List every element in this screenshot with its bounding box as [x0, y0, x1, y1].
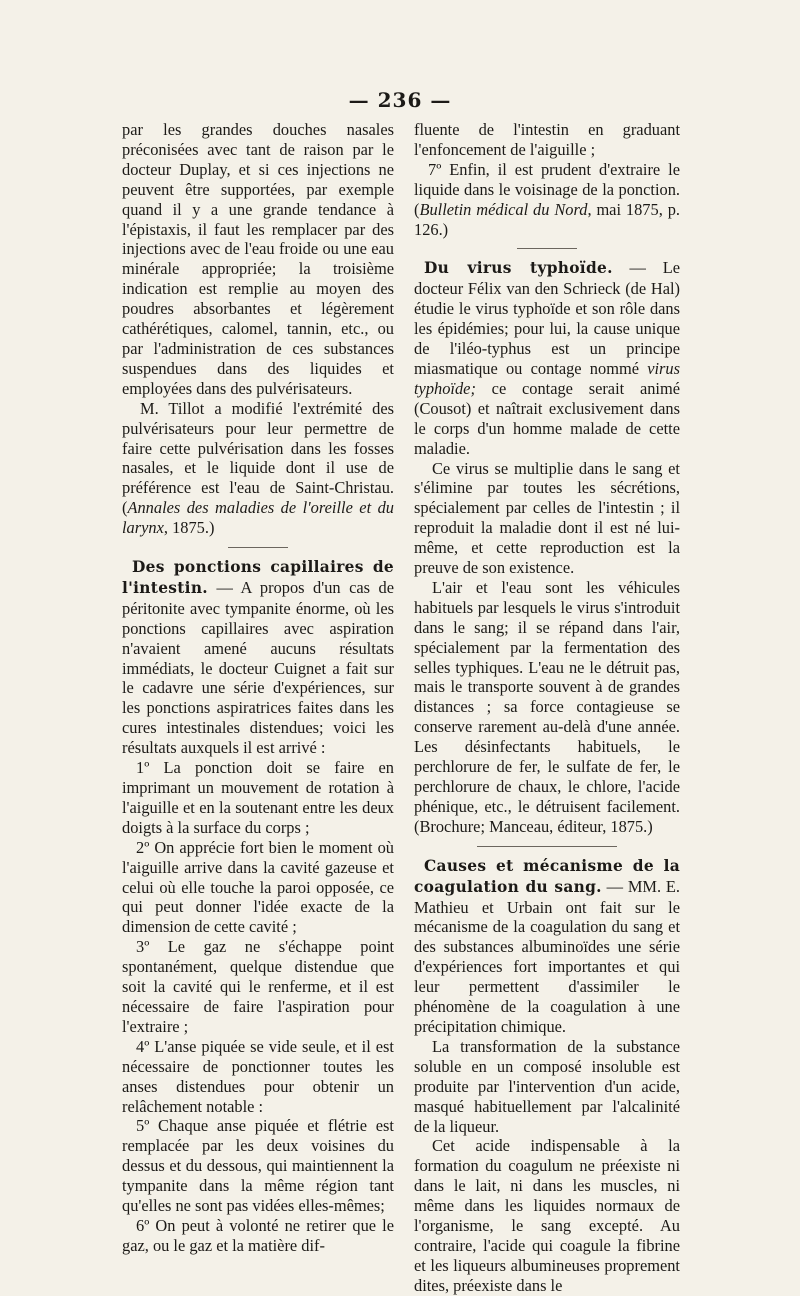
paragraph-text: , 1875.) [163, 518, 215, 538]
separator [228, 547, 288, 548]
article-paragraph [414, 856, 680, 1037]
paragraph-text: M. Tillot a modifié l'extrémité des pulvérisateurs pour leur permettre de faire cette pulvérisation dans les fosses nasales, et le liquide dont il use de préférence est l'eau de Saint-Christau. ( [122, 398, 394, 518]
paragraph-text: — MM. E. Mathieu et Urbain ont fait sur le mécanisme de la coagulation du sang et des substances albuminoïdes une série d'expériences fort importantes et qui leur permettent d'assimiler le phénomène de la coagulation à une précipitation chimique. [414, 876, 680, 1036]
list-item: 3º Le gaz ne s'échappe point spontanément, quelque distendue que soit la cavité qui le renferme, et il est nécessaire de faire l'aspiration pour l'extraire ; [122, 937, 394, 1036]
page-number: — 236 — [348, 88, 452, 112]
article-title: Causes et mécanisme de la coagulation du sang. [414, 856, 680, 896]
list-item: 1º La ponction doit se faire en imprimant un mouvement de rotation à l'aiguille et en la soutenant entre les deux doigts à la surface du corps ; [122, 758, 394, 837]
separator [477, 846, 617, 847]
citation: Bulletin médical du Nord [419, 199, 588, 219]
list-item: 2º On apprécie fort bien le moment où l'aiguille arrive dans la cavité gazeuse et celui où elle touche la paroi opposée, ce qui peut donner l'idée exacte de la dimension de cette cavité ; [122, 837, 394, 937]
citation: virus typhoïde; [414, 358, 680, 398]
list-item [414, 160, 680, 240]
paragraph: L'air et l'eau sont les véhicules habituels par lesquels le virus s'introduit dans le sang; il se répand dans l'air, spécialement par la fermentation des selles typhiques. L'eau ne le détruit pas, mais le transporte souvent à de grandes distances ; sa force contagieuse se conserve rarement au-delà d'une année. Les désinfectants habituels, le perchlorure de fer, le sulfate de fer, le perchlorure de chaux, le chlore, l'acide phénique, etc., le détruisent facilement. (Brochure; Manceau, éditeur, 1875.) [414, 577, 680, 836]
paragraph-text: — Le docteur Félix van den Schrieck (de Hal) étudie le virus typhoïde et son rôle dans les épidémies; pour lui, la cause unique de l'iléo-typhus est un principe miasmatique ou contage nommé [414, 258, 680, 378]
article-title: Du virus typhoïde. [424, 259, 613, 278]
separator [517, 248, 577, 249]
list-item: 6º On peut à volonté ne retirer que le gaz, ou le gaz et la matière dif- [122, 1215, 394, 1255]
paragraph: La transformation de la substance soluble en un composé insoluble est produite par l'intervention d'un acide, masqué habituellement par l'alcalinité de la liqueur. [414, 1036, 680, 1136]
list-item: 4º L'anse piquée se vide seule, et il est nécessaire de ponctionner toutes les anses distendues pour obtenir un relâchement notable : [122, 1036, 394, 1116]
paragraph: par les grandes douches nasales préconisées avec tant de raison par le docteur Duplay, et si ces injections ne peuvent être supportées, par exemple quand il y a une grande tendance à l'épistaxis, il faut les remplacer par des injections avec de l'eau froide ou une eau minérale appropriée; la troisième indication est remplie au moyen des poudres absorbantes et légèrement cathérétiques, calomel, tannin, etc., ou par l'administration de ces substances suspendues dans des liquides et employées dans des pulvérisateurs. [122, 120, 394, 398]
citation: Annales des maladies de l'oreille et du larynx [122, 498, 394, 538]
article-paragraph [414, 258, 680, 458]
paragraph: Cet acide indispensable à la formation du coagulum ne préexiste ni dans le lait, ni dans les muscles, ni même dans les liquides normaux de l'organisme, le sang excepté. Au contraire, l'acide qui coagule la fibrine et les liqueurs albumineuses proprement dites, préexiste dans le [414, 1136, 680, 1295]
left-column [122, 120, 394, 1256]
article-paragraph [122, 557, 394, 758]
paragraph-text: ce contage serait animé (Cousot) et naîtrait exclusivement dans le corps d'un homme malade de cette maladie. [414, 378, 680, 458]
article-intro: — A propos d'un cas de péritonite avec tympanite énorme, où les ponctions capillaires avec aspiration n'avaient amené aucuns résultats immédiats, le docteur Cuignet a fait sur le cadavre une série d'expériences, sur les ponctions aspiratrices faites dans les cures intestinales distendues; voici les résultats auxquels il est arrivé : [122, 577, 394, 758]
paragraph [122, 399, 394, 538]
paragraph: Ce virus se multiplie dans le sang et s'élimine par toutes les sécrétions, spécialement par celles de l'intestin ; il reproduit la maladie dont il est né lui-même, et cette reproduction est la preuve de son existence. [414, 458, 680, 578]
right-column [414, 120, 680, 1296]
paragraph-text: 7º Enfin, il est prudent d'extraire le liquide dans le voisinage de la ponction. ( [414, 159, 680, 219]
list-item: 5º Chaque anse piquée et flétrie est remplacée par les deux voisines du dessus et du dessous, qui maintiennent la tympanite dans la même région tant qu'elles ne sont pas vidées elles-mêmes; [122, 1116, 394, 1216]
paragraph-text: , mai 1875, p. 126.) [414, 199, 680, 239]
paragraph: fluente de l'intestin en graduant l'enfoncement de l'aiguille ; [414, 120, 680, 159]
article-title: Des ponctions capillaires de l'intestin. [122, 558, 394, 597]
